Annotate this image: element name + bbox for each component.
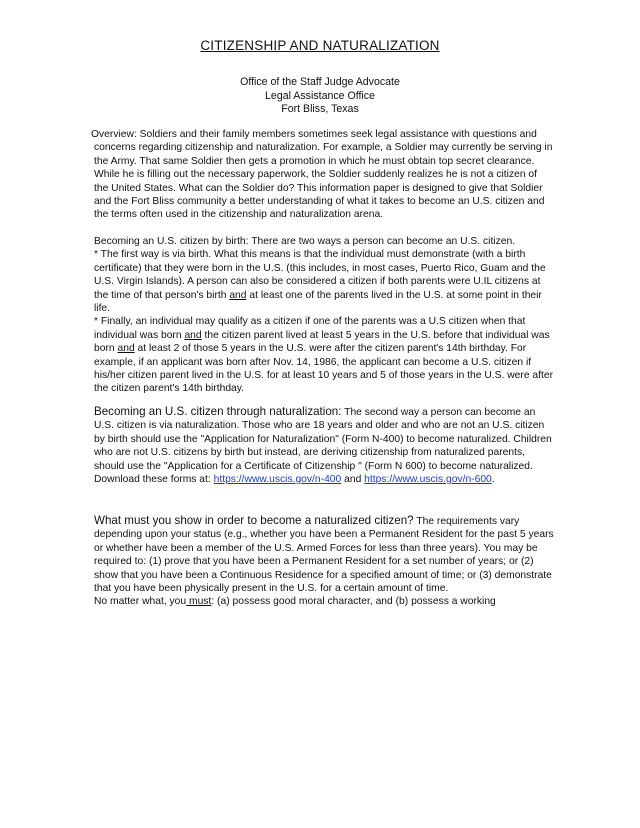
- birth-p2-text-a: * Finally, an individual may qualify as a citizen if one of the parents was a U.S citizen when that individual was born: [94, 316, 526, 341]
- birth-p1-and: and: [229, 289, 247, 301]
- birth-p2-and-2: and: [117, 343, 135, 355]
- birth-heading: Becoming an U.S. citizen by birth:: [94, 236, 249, 247]
- requirements-section: [94, 514, 554, 609]
- birth-p1-text-b: at least one of the parents lived in the U.S. at some point in their life.: [94, 289, 542, 315]
- office-line-2: Legal Assistance Office: [265, 89, 375, 102]
- requirements-line2-b: : (a) possess good moral character, and (b) possess a working: [211, 596, 496, 608]
- naturalization-text-a: The second way a person can become an U.S. citizen is via naturalization. Those who are 18 years and older and who are not an U.S. citizen by birth should use the "Application for Naturalization" (Form N-400) to become naturalized. Children who are not U.S. citizens by birth but instead, are deriving citizenship from naturalized parents, should use the "Application for a Certificate of Citizenship " (Form N 600) to become naturalized. Download these forms at:: [94, 407, 552, 486]
- overview-label: Overview:: [91, 129, 137, 140]
- requirements-text: The requirements vary depending upon your status (e.g., whether you have been a Permanent Resident for the past 5 years or whether have been a member of the U.S. Armed Forces for less than three years). You may be required to: (1) prove that you have been a Permanent Resident for a set number of years; or (2) show that you have been a Continuous Residence for a specified amount of time; or (3) demonstrate that you have been physically present in the U.S. for a certain amount of time.: [94, 516, 554, 595]
- birth-p1-text-a: * The first way is via birth. What this means is that the individual must demonstrate (with a birth certificate) that they were born in the U.S. (this includes, in most cases, Puerto Rico, Guam and the U.S. Virgin Islands). A person can also be considered a citizen if both parents were U.IL citizens at the time of that person's birth: [94, 249, 546, 301]
- requirements-line-2: [94, 595, 554, 608]
- document-title: CITIZENSHIP AND NATURALIZATION: [200, 38, 440, 53]
- office-block: [0, 76, 640, 117]
- requirements-must: must: [186, 596, 212, 608]
- requirements-line2-a: No matter what, you: [94, 596, 187, 608]
- naturalization-text-b: and: [341, 474, 365, 486]
- birth-intro-text: There are two ways a person can become an U.S. citizen.: [248, 236, 516, 247]
- form-n400-link[interactable]: https://www.uscis.gov/n-400: [213, 474, 342, 486]
- birth-section: [94, 235, 554, 396]
- naturalization-heading: Becoming an U.S. citizen through naturalization:: [94, 405, 342, 418]
- overview-text: Soldiers and their family members sometimes seek legal assistance with questions and concerns regarding citizenship and naturalization. For example, a Soldier may currently be serving in the Army. That same Soldier then gets a promotion in which he must obtain top secret clearance. While he is filling out the necessary paperwork, the Soldier suddenly realizes he is not a citizen of the United States. What can the Soldier do? This information paper is designed to give that Soldier and the Fort Bliss community a better understanding of what it takes to become an U.S. citizen and the terms often used in the citizenship and naturalization arena.: [94, 129, 553, 221]
- requirements-heading: What must you show in order to become a naturalized citizen?: [94, 514, 414, 527]
- naturalization-paragraph: [94, 405, 554, 486]
- birth-p2-text-b: the citizen parent lived at least 5 years in the U.S. before that individual was born: [94, 329, 550, 355]
- birth-paragraph-2: [94, 315, 554, 395]
- birth-p2-text-c: at least 2 of those 5 years in the U.S. were after the citizen parent's 14th birthday. For example, if an applicant was born after Nov. 14, 1986, the applicant can become a U.S. citizen if his/her citizen parent lived in the U.S. for at least 10 years and 5 of those years in the U.S. were after the citizen parent's 14th birthday.: [94, 343, 554, 395]
- birth-p2-and-1: and: [184, 329, 202, 341]
- birth-intro: [94, 235, 554, 248]
- form-n600-link[interactable]: https://www.uscis.gov/n-600: [364, 474, 492, 486]
- birth-paragraph-1: [94, 248, 554, 315]
- requirements-paragraph: [94, 514, 554, 595]
- office-line-1: Office of the Staff Judge Advocate: [240, 76, 400, 88]
- naturalization-text-c: .: [491, 474, 495, 486]
- office-line-3: Fort Bliss, Texas: [281, 103, 359, 115]
- overview-paragraph: [91, 128, 554, 222]
